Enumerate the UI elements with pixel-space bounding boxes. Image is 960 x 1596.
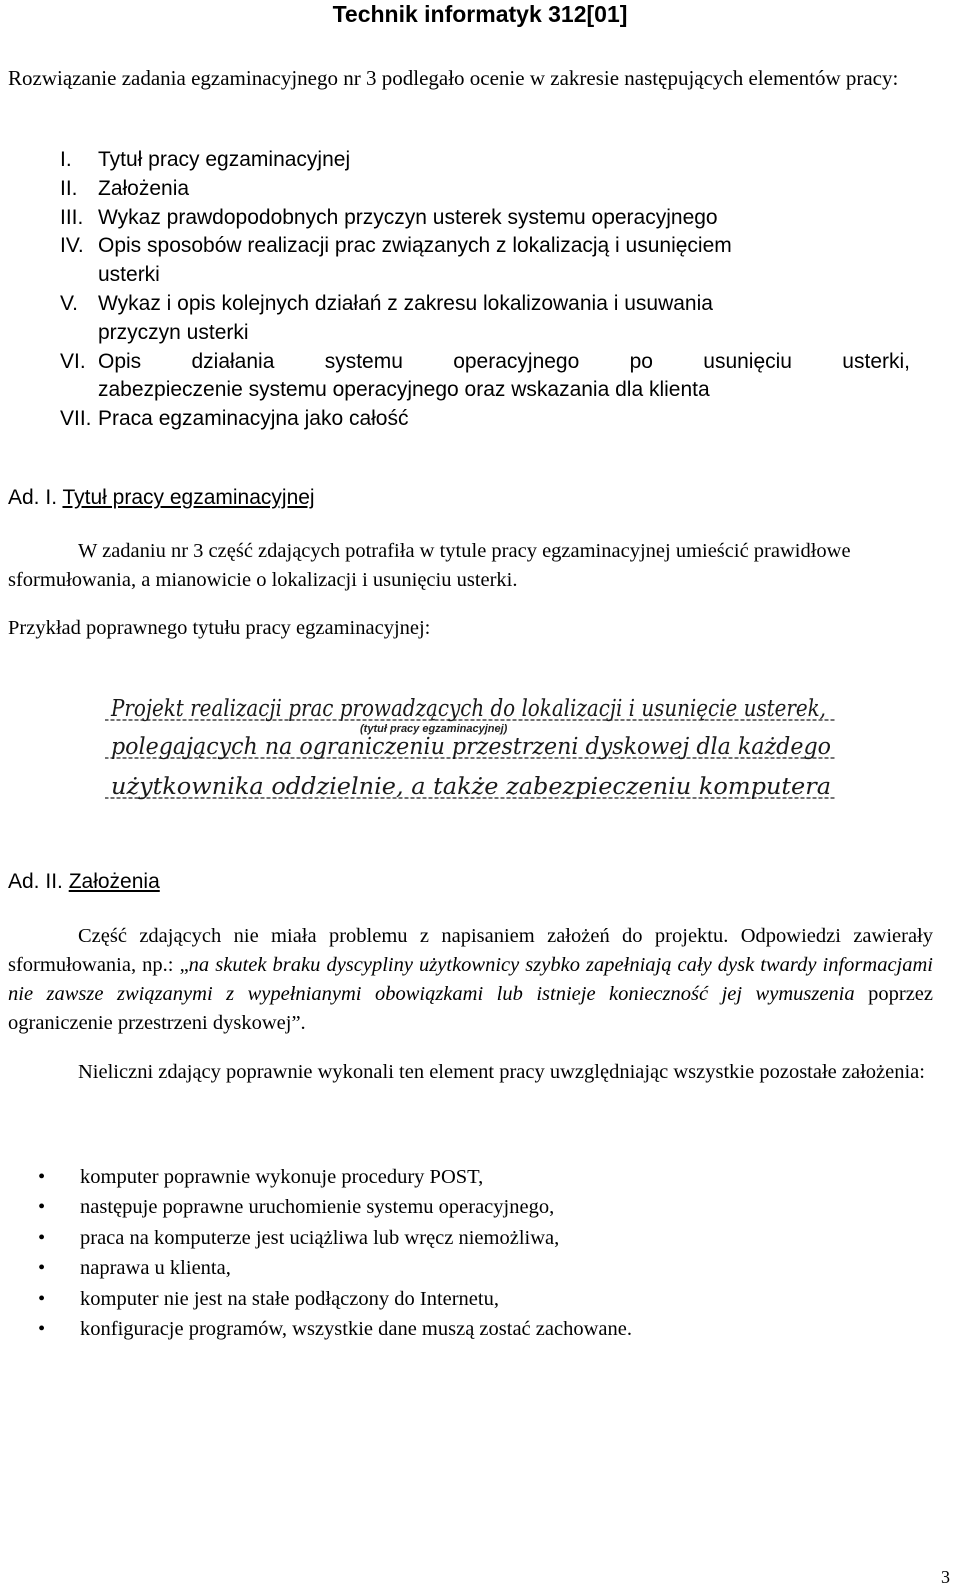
criteria-text: Praca egzaminacyjna jako całość <box>98 407 409 431</box>
criteria-item <box>10 290 910 348</box>
criteria-number: I. <box>60 148 72 171</box>
criteria-text: Wykaz prawdopodobnych przyczyn usterek systemu operacyjnego <box>98 205 718 229</box>
criteria-text-continued: zabezpieczenie systemu operacyjnego oraz wskazania dla klienta <box>98 378 710 402</box>
bullet-icon: • <box>38 1318 46 1341</box>
criteria-item <box>10 146 910 175</box>
criteria-number: II. <box>60 176 78 200</box>
assumptions-list <box>38 1162 918 1344</box>
section-2-paragraph-2 <box>8 1058 933 1087</box>
section-title: Tytuł pracy egzaminacyjnej <box>62 486 315 509</box>
list-item-text: praca na komputerze jest uciążliwa lub wręcz niemożliwa, <box>80 1226 560 1249</box>
criteria-list <box>10 146 910 434</box>
list-item-text: komputer nie jest na stałe podłączony do Internetu, <box>80 1287 499 1310</box>
section-heading-assumptions <box>8 868 160 896</box>
bullet-icon: • <box>38 1166 46 1188</box>
criteria-text: Wykaz i opis kolejnych działań z zakresu lokalizowania i usuwania <box>98 291 713 315</box>
criteria-text: Założenia <box>98 176 190 200</box>
list-item-text: naprawa u klienta, <box>80 1257 231 1280</box>
criteria-item <box>10 232 910 290</box>
bullet-icon: • <box>38 1196 46 1219</box>
handwriting-line-2: polegających na ograniczeniu przestrzeni dyskowej dla każdego <box>111 734 831 760</box>
bullet-icon: • <box>38 1226 46 1249</box>
criteria-number: III. <box>60 205 84 229</box>
list-item <box>38 1192 918 1222</box>
section-1-paragraph <box>8 537 933 595</box>
criteria-item <box>10 204 910 233</box>
section-prefix: Ad. II. <box>8 870 69 893</box>
intro-paragraph: Rozwiązanie zadania egzaminacyjnego nr 3 podlegało ocenie w zakresie następujących elementów pracy: <box>8 66 899 90</box>
list-item <box>38 1162 918 1192</box>
section-2-paragraph-1 <box>8 922 933 1038</box>
criteria-number: VI. <box>60 349 86 373</box>
criteria-item <box>10 405 910 434</box>
paragraph-text: Nieliczni zdający poprawnie wykonali ten element pracy uwzględniając wszystkie pozostałe założenia: <box>78 1061 925 1083</box>
bullet-icon: • <box>38 1287 46 1310</box>
paragraph-text-end: poprzez ograniczenie przestrzeni dyskowej”. <box>8 983 933 1034</box>
list-item-text: następuje poprawne uruchomienie systemu operacyjnego, <box>80 1196 555 1219</box>
quoted-example: na skutek braku dyscypliny użytkownicy szybko zapełniają cały dysk twardy informacjami nie zawsze związanymi z wypełnianymi obowiązkami lub istnieje konieczność jej wymuszenia <box>8 954 933 1005</box>
handwriting-line-3: użytkownika oddzielnie, a także zabezpieczeniu komputera <box>111 774 831 800</box>
section-heading-title <box>8 484 315 512</box>
criteria-text-continued: przyczyn usterki <box>98 320 249 344</box>
section-title: Założenia <box>68 870 160 893</box>
list-item-text: konfiguracje programów, wszystkie dane muszą zostać zachowane. <box>80 1318 632 1341</box>
criteria-item <box>10 175 910 204</box>
list-item <box>38 1223 918 1253</box>
handwriting-line-1: Projekt realizacji prac prowadzących do lokalizacji i usunięcie usterek, <box>110 696 827 722</box>
criteria-text-continued: usterki <box>98 263 160 287</box>
criteria-text: Opis działania systemu operacyjnego po usunięciu usterki, <box>98 349 910 373</box>
list-item-text: komputer poprawnie wykonuje procedury POST, <box>80 1166 484 1188</box>
section-prefix: Ad. I. <box>8 486 63 509</box>
handwritten-title-image <box>105 680 865 840</box>
list-item <box>38 1253 918 1283</box>
criteria-item <box>10 348 910 406</box>
criteria-text: Tytuł pracy egzaminacyjnej <box>98 148 351 171</box>
page-title: Technik informatyk 312[01] <box>332 1 628 27</box>
example-label: Przykład poprawnego tytułu pracy egzaminacyjnej: <box>8 617 431 639</box>
criteria-number: V. <box>60 291 78 315</box>
criteria-number: IV. <box>60 234 84 258</box>
criteria-text: Opis sposobów realizacji prac związanych z lokalizacją i usunięciem <box>98 234 732 258</box>
bullet-icon: • <box>38 1257 46 1280</box>
list-item <box>38 1284 918 1314</box>
criteria-number: VII. <box>60 407 92 431</box>
page-number: 3 <box>941 1567 950 1587</box>
handwriting-caption: (tytuł pracy egzaminacyjnej) <box>360 723 508 735</box>
list-item <box>38 1314 918 1344</box>
section-1-text: W zadaniu nr 3 część zdających potrafiła w tytule pracy egzaminacyjnej umieścić prawidłowe sformułowania, a mianowicie o lokalizacji i usunięciu usterki. <box>8 540 851 591</box>
paragraph-text: Część zdających nie miała problemu z napisaniem założeń do projektu. Odpowiedzi zawierały sformułowania, np.: „ <box>8 925 933 976</box>
